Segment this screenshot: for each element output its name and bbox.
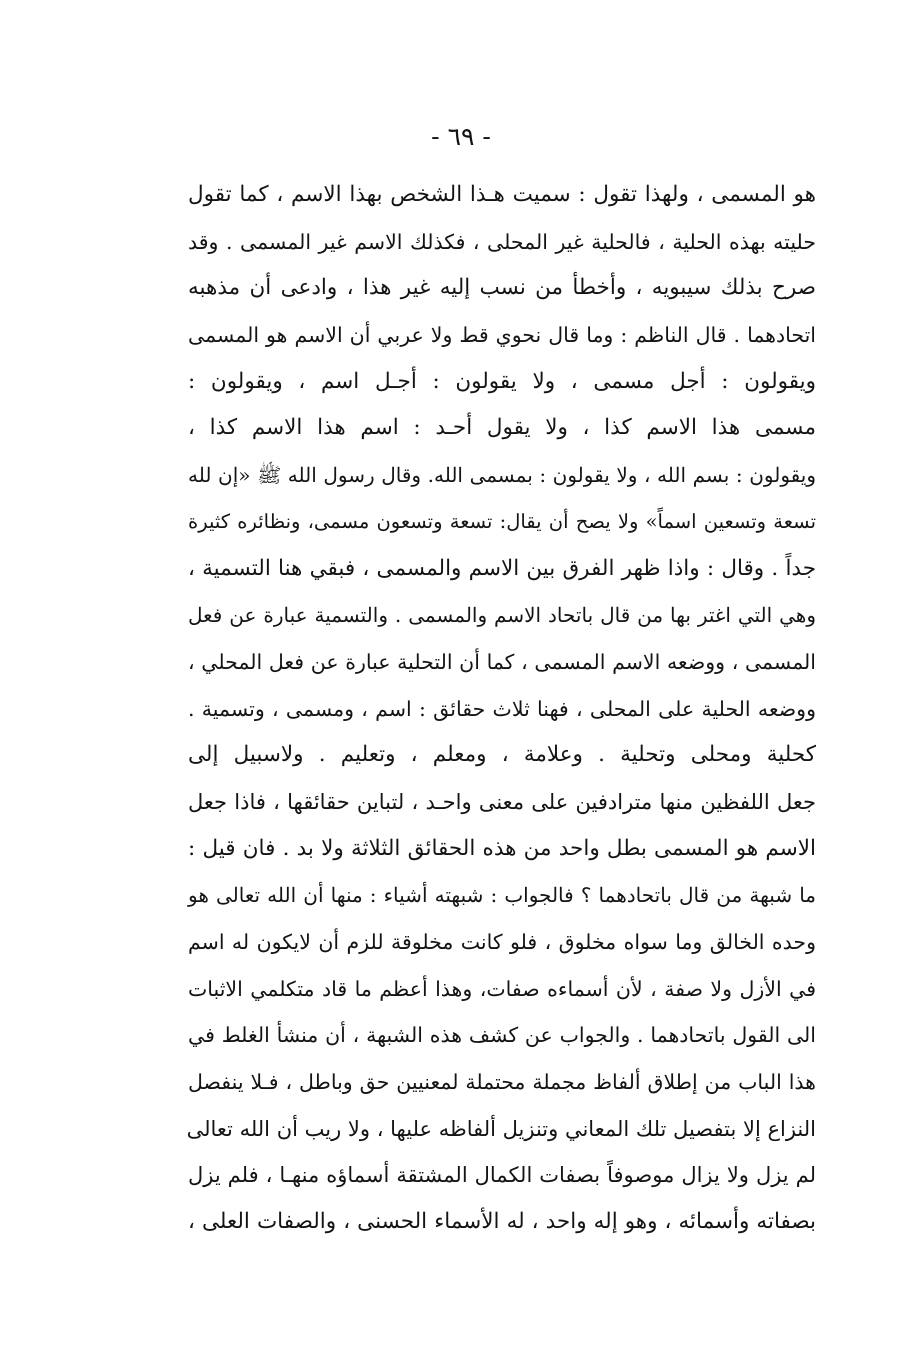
- text-line: هو المسمى ، ولهذا تقول : سميت هـذا الشخص بهذا الاسم ، كما تقول: [188, 182, 816, 207]
- text-line: جعل اللفظين منها مترادفين على معنى واحـد ، لتباين حقائقها ، فاذا جعل: [188, 789, 816, 814]
- text-line: حليته بهذه الحلية ، فالحلية غير المحلى ، فكذلك الاسم غير المسمى . وقد: [188, 229, 816, 254]
- text-line: صرح بذلك سيبويه ، وأخطأ من نسب إليه غير هذا ، وادعى أن مذهبه: [188, 275, 816, 301]
- text-line: ووضعه الحلية على المحلى ، فهنا ثلاث حقائق : اسم ، ومسمى ، وتسمية .: [188, 696, 816, 721]
- text-line: اتحادهما . قال الناظم : وما قال نحوي قط ولا عربي أن الاسم هو المسمى: [188, 323, 816, 348]
- text-line: ويقولون : بسم الله ، ولا يقولون : بمسمى الله. وقال رسول الله ﷺ «إن لله: [188, 463, 816, 488]
- text-line: ويقولون : أجل مسمى ، ولا يقولون : أجـل اسم ، ويقولون :: [188, 368, 816, 394]
- text-line: كحلية ومحلى وتحلية . وعلامة ، ومعلم ، وتعليم . ولاسبيل إلى: [188, 742, 816, 768]
- text-line: المسمى ، ووضعه الاسم المسمى ، كما أن التحلية عبارة عن فعل المحلي ،: [188, 649, 816, 674]
- text-line: النزاع إلا بتفصيل تلك المعاني وتنزيل ألفاظه عليها ، ولا ريب أن الله تعالى: [186, 1116, 816, 1141]
- page-number: - ٦٩ -: [431, 122, 491, 151]
- text-line: مسمى هذا الاسم كذا ، ولا يقول أحـد : اسم هذا الاسم كذا ،: [188, 415, 816, 441]
- text-line: وهي التي اغتر بها من قال باتحاد الاسم والمسمى . والتسمية عبارة عن فعل: [188, 603, 816, 628]
- text-line: لم يزل ولا يزال موصوفاً بصفات الكمال المشتقة أسماؤه منهـا ، فلم يزل: [188, 1163, 816, 1188]
- text-line: تسعة وتسعين اسماً» ولا يصح أن يقال: تسعة وتسعون مسمى، ونظائره كثيرة: [188, 509, 816, 533]
- body-text: [188, 172, 816, 1246]
- text-line: ما شبهة من قال باتحادهما ؟ فالجواب : شبهته أشياء : منها أن الله تعالى هو: [188, 883, 816, 908]
- text-line: في الأزل ولا صفة ، لأن أسماءه صفات، وهذا أعظم ما قاد متكلمي الاثبات: [188, 976, 816, 1001]
- text-line: الاسم هو المسمى بطل واحد من هذه الحقائق الثلاثة ولا بد . فان قيل :: [188, 835, 816, 861]
- text-line: جداً . وقال : واذا ظهر الفرق بين الاسم والمسمى ، فبقي هنا التسمية ،: [188, 555, 816, 581]
- text-line: وحده الخالق وما سواه مخلوق ، فلو كانت مخلوقة للزم أن لايكون له اسم: [188, 930, 816, 954]
- text-line: هذا الباب من إطلاق ألفاظ مجملة محتملة لمعنيين حق وباطل ، فـلا ينفصل: [188, 1070, 816, 1095]
- text-line: الى القول باتحادهما . والجواب عن كشف هذه الشبهة ، أن منشأ الغلط في: [188, 1023, 816, 1048]
- text-line: بصفاته وأسمائه ، وهو إله واحد ، له الأسماء الحسنى ، والصفات العلى ،: [188, 1209, 816, 1235]
